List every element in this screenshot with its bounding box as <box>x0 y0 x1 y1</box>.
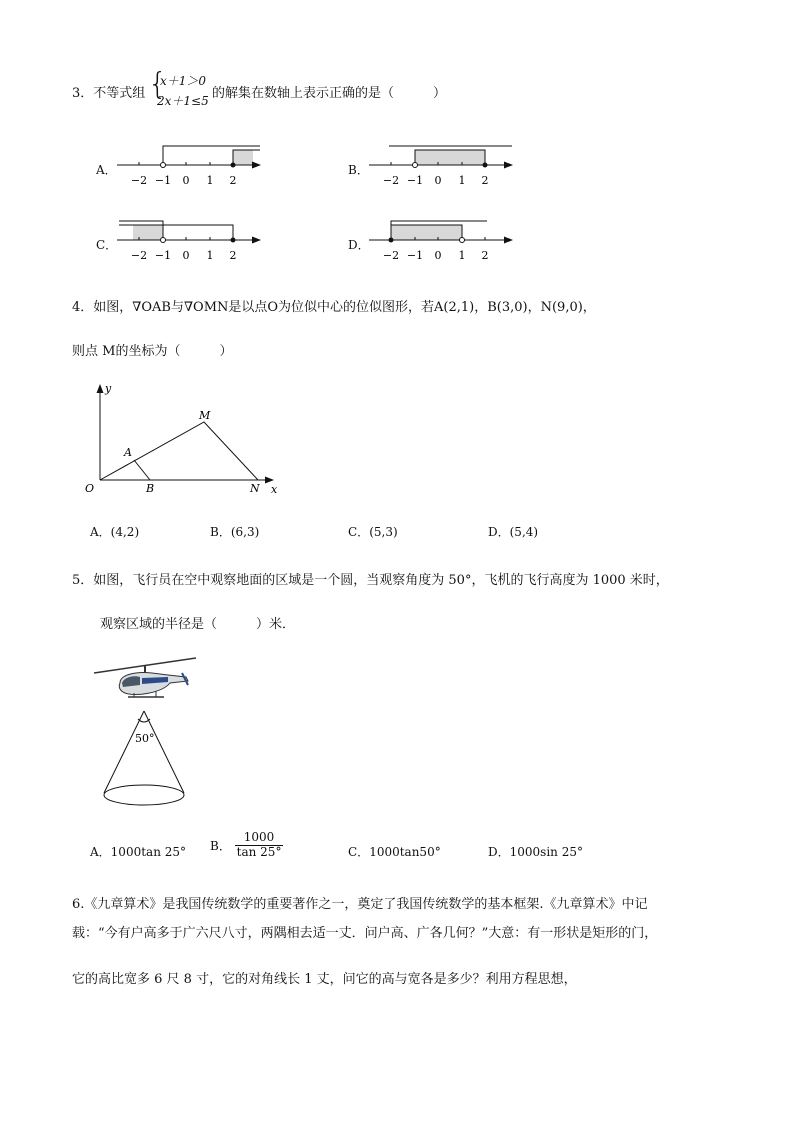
open-point <box>161 238 166 243</box>
tick-label: 0 <box>434 249 442 262</box>
solution-shading <box>133 225 163 240</box>
x-axis-label: x <box>271 483 278 496</box>
q3-numberline-b[interactable] <box>367 142 517 188</box>
q3-numberline-d[interactable] <box>367 217 517 263</box>
q6-line3: 它的高比宽多 6 尺 8 寸，它的对角线长 1 丈，问它的高与宽各是多少？利用方程思想， <box>72 972 577 987</box>
q3-stem <box>72 82 145 101</box>
solution-shading <box>233 150 253 165</box>
tick-label: 0 <box>182 174 190 187</box>
point-n-label: N <box>250 482 260 495</box>
fraction-denominator: tan 25° <box>236 844 282 859</box>
q4-option-b[interactable]: B．(6,3) <box>210 525 260 539</box>
tick-label: 2 <box>481 249 489 262</box>
q3-brace: { <box>148 67 168 102</box>
q5-stem-line1 <box>72 569 669 588</box>
tick-label: −1 <box>406 249 424 262</box>
q5-line2: 观察区域的半径是（ ）米． <box>100 617 296 632</box>
q3-number: 3． <box>72 86 94 101</box>
closed-point <box>231 163 236 168</box>
q5-figure <box>90 653 200 813</box>
q5-number: 5 <box>72 573 81 588</box>
q4-option-c[interactable]: C．(5,3) <box>348 525 398 539</box>
q5-line1: ．如图，飞行员在空中观察地面的区域是一个圆，当观察角度为 50°，飞机的飞行高度为 1000 米时， <box>80 573 669 588</box>
q3-prefix: 不等式组 <box>93 86 146 101</box>
point-b-label: B <box>146 482 155 495</box>
q3-option-d-label[interactable]: D． <box>348 238 370 252</box>
q4-option-d[interactable]: D．(5,4) <box>488 525 539 539</box>
closed-point <box>389 238 394 243</box>
tick-label: −1 <box>154 249 172 262</box>
point-a-label: A <box>124 446 132 459</box>
q4-option-a[interactable]: A．(4,2) <box>90 525 140 539</box>
tick-label: 2 <box>229 174 237 187</box>
tick-label: 0 <box>434 174 442 187</box>
q5-option-c[interactable]: C．1000tan50° <box>348 845 441 859</box>
q3-option-a-label[interactable]: A． <box>96 163 117 177</box>
q3-ineq2: 2x＋1≤5 <box>157 94 209 108</box>
q5-option-b-fraction <box>235 831 284 860</box>
closed-point <box>231 238 236 243</box>
tick-label: −1 <box>154 174 172 187</box>
tick-label: −2 <box>130 249 148 262</box>
open-point <box>413 163 418 168</box>
tick-label: 1 <box>206 249 214 262</box>
point-o-label: O <box>85 482 95 495</box>
tick-label: 1 <box>458 174 466 187</box>
helicopter-icon <box>94 658 196 697</box>
point-m-label: M <box>199 409 211 422</box>
q3-option-b-label[interactable]: B． <box>348 163 369 177</box>
angle-label: 50° <box>135 732 155 745</box>
q6-number: 6. <box>72 897 85 912</box>
tick-label: 1 <box>206 174 214 187</box>
open-point <box>460 238 465 243</box>
q4-number: 4． <box>72 300 94 315</box>
q3-numberline-c[interactable] <box>115 217 265 263</box>
solution-shading <box>415 150 485 165</box>
tick-label: −2 <box>382 174 400 187</box>
open-point <box>161 163 166 168</box>
q5-option-b[interactable]: B． $\frac{1000}{\tan 25^\circ}$ <box>210 830 282 859</box>
fraction-numerator: 1000 <box>235 831 284 846</box>
q5-option-d[interactable]: D．1000sin 25° <box>488 845 583 859</box>
closed-point <box>483 163 488 168</box>
tick-label: 2 <box>229 249 237 262</box>
tick-label: −1 <box>406 174 424 187</box>
tick-label: 2 <box>481 174 489 187</box>
q5-option-a[interactable]: A．1000tan 25° <box>90 845 186 859</box>
q4-line2: 则点 M的坐标为（ ） <box>72 344 233 359</box>
q6-stem-line1 <box>72 893 648 912</box>
q6-line2: 载：“今有户高多于广六尺八寸，两隅相去适一丈．问户高、广各几何？”大意：有一形状是矩形的门， <box>72 926 658 941</box>
q3-numberline-a[interactable] <box>115 142 265 188</box>
q3-suffix: 的解集在数轴上表示正确的是（ ） <box>212 86 447 101</box>
tick-label: −2 <box>382 249 400 262</box>
q3-option-c-label[interactable]: C． <box>96 238 118 252</box>
tick-label: 0 <box>182 249 190 262</box>
solution-shading <box>391 225 462 240</box>
q4-figure <box>78 378 288 500</box>
q6-line1: 《九章算术》是我国传统数学的重要著作之一，奠定了我国传统数学的基本框架.《九章算术》中记 <box>84 897 648 912</box>
tick-label: 1 <box>458 249 466 262</box>
tick-label: −2 <box>130 174 148 187</box>
y-axis-label: y <box>105 382 112 395</box>
q4-stem-line1 <box>72 296 596 315</box>
q4-line1: 如图，∇OAB与∇OMN是以点O为位似中心的位似图形，若A(2,1)，B(3,0)，N(9,0)， <box>93 300 596 315</box>
q3-ineq1: x＋1＞0 <box>160 74 207 88</box>
